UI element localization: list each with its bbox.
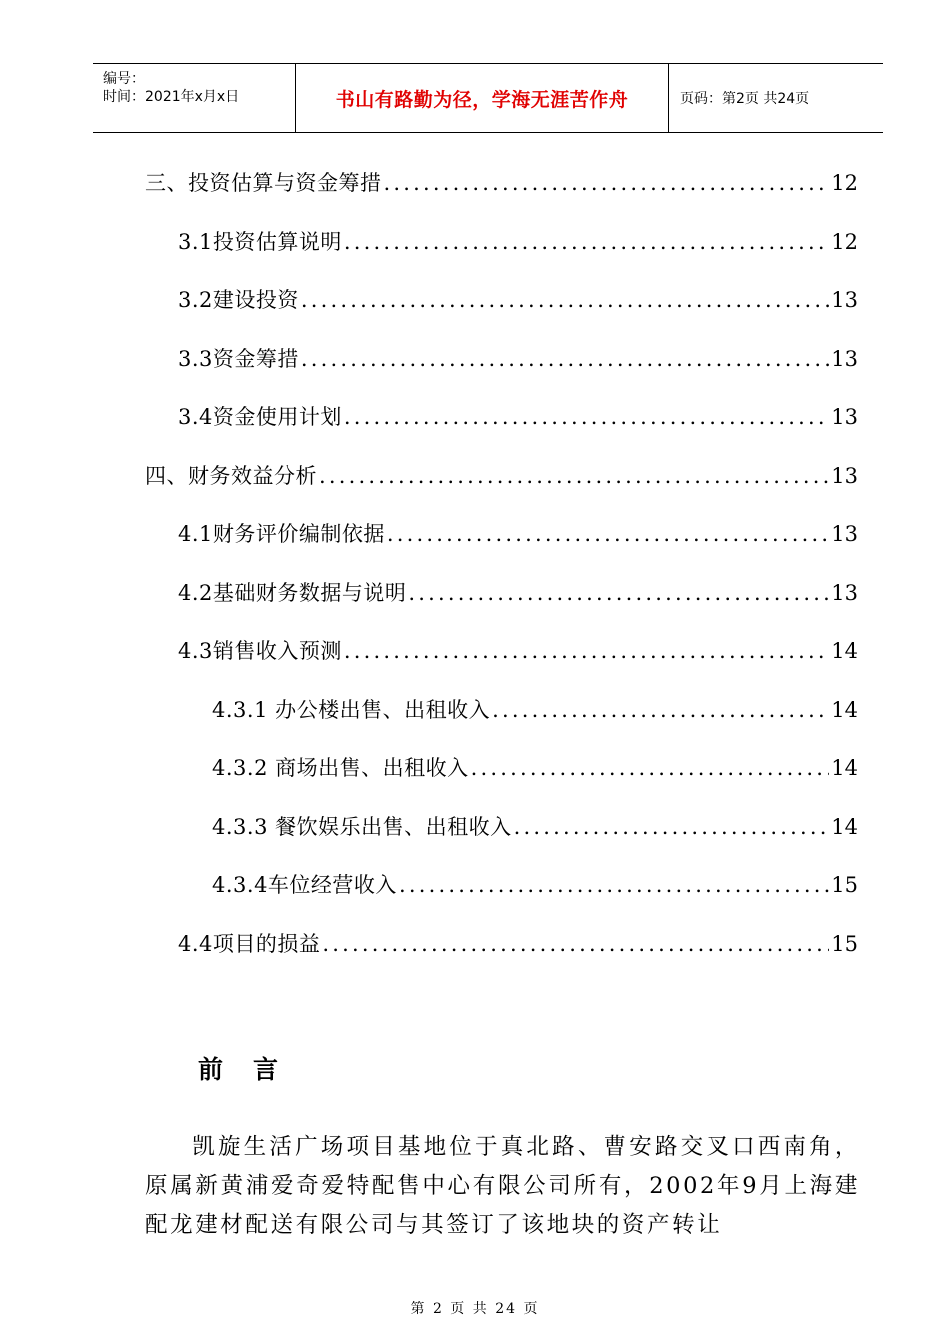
toc-entry[interactable] [178, 578, 858, 608]
page-header [93, 63, 883, 133]
header-motto-cell [295, 64, 669, 132]
toc-entry-title: 3.1投资估算说明 [178, 230, 342, 254]
toc-entry-page: 14 [831, 815, 858, 839]
toc-entry-title: 四、财务效益分析 [145, 464, 317, 488]
toc-entry[interactable] [178, 285, 858, 315]
preface-paragraph: 凯旋生活广场项目基地位于真北路、曹安路交叉口西南角，原属新黄浦爱奇爱特配售中心有限公司所有，2002年9月上海建配龙建材配送有限公司与其签订了该地块的资产转让 [145, 1134, 860, 1238]
header-motto: 书山有路勤为径，学海无涯苦作舟 [335, 88, 629, 111]
toc-entry-page: 13 [831, 347, 858, 371]
toc-entry-title: 4.3.4车位经营收入 [212, 873, 397, 897]
toc-entry[interactable] [178, 344, 858, 374]
preface-body [145, 1128, 860, 1245]
toc-entry-title: 4.3.1 办公楼出售、出租收入 [212, 698, 491, 722]
document-time-label: 时间：2021年x月x日 [103, 89, 240, 105]
toc-leader-dots [384, 168, 830, 198]
toc-leader-dots [322, 929, 829, 959]
toc-entry-page: 15 [831, 932, 858, 956]
toc-entry[interactable] [178, 519, 858, 549]
toc-leader-dots [408, 578, 829, 608]
toc-entry[interactable] [212, 812, 858, 842]
toc-entry[interactable] [212, 753, 858, 783]
toc-entry-title: 4.4项目的损益 [178, 932, 321, 956]
toc-entry-title: 4.3.2 商场出售、出租收入 [212, 756, 469, 780]
toc-entry-page: 15 [831, 873, 858, 897]
toc-entry-title: 4.2基础财务数据与说明 [178, 581, 407, 605]
toc-leader-dots [301, 285, 829, 315]
toc-entry[interactable] [212, 870, 858, 900]
toc-leader-dots [301, 344, 829, 374]
toc-leader-dots [344, 636, 829, 666]
toc-entry-page: 13 [831, 288, 858, 312]
header-page-cell [668, 64, 883, 132]
toc-entry-title: 4.3.3 餐饮娱乐出售、出租收入 [212, 815, 512, 839]
toc-leader-dots [514, 812, 830, 842]
toc-entry-title: 三、投资估算与资金筹措 [145, 171, 382, 195]
toc-entry-page: 12 [831, 171, 858, 195]
toc-entry[interactable] [178, 636, 858, 666]
toc-leader-dots [387, 519, 829, 549]
toc-entry[interactable] [178, 402, 858, 432]
toc-leader-dots [344, 402, 829, 432]
document-number-label: 编号： [103, 71, 145, 87]
toc-entry-page: 12 [831, 230, 858, 254]
toc-entry[interactable] [178, 227, 858, 257]
toc-entry-title: 3.2建设投资 [178, 288, 299, 312]
toc-entry-title: 3.4资金使用计划 [178, 405, 342, 429]
toc-entry-page: 14 [831, 698, 858, 722]
preface-heading: 前言 [198, 1055, 309, 1084]
toc-leader-dots [399, 870, 829, 900]
toc-entry[interactable] [178, 929, 858, 959]
header-page-code: 页码：第2页 共24页 [680, 91, 810, 107]
toc-entry-page: 13 [831, 522, 858, 546]
toc-entry-title: 4.3销售收入预测 [178, 639, 342, 663]
toc-leader-dots [319, 461, 829, 491]
toc-leader-dots [471, 753, 830, 783]
toc-entry[interactable] [145, 461, 858, 491]
toc-leader-dots [492, 695, 829, 725]
toc-entry-title: 3.3资金筹措 [178, 347, 299, 371]
toc-leader-dots [344, 227, 829, 257]
toc-entry-page: 13 [831, 405, 858, 429]
toc-entry[interactable] [145, 168, 858, 198]
header-left-cell [93, 64, 295, 132]
toc-entry-page: 13 [831, 581, 858, 605]
toc-entry[interactable] [212, 695, 858, 725]
toc-entry-page: 13 [831, 464, 858, 488]
toc-entry-page: 14 [831, 639, 858, 663]
toc-entry-title: 4.1财务评价编制依据 [178, 522, 385, 546]
toc-entry-page: 14 [831, 756, 858, 780]
page-footer: 第 2 页 共 24 页 [410, 1301, 540, 1317]
